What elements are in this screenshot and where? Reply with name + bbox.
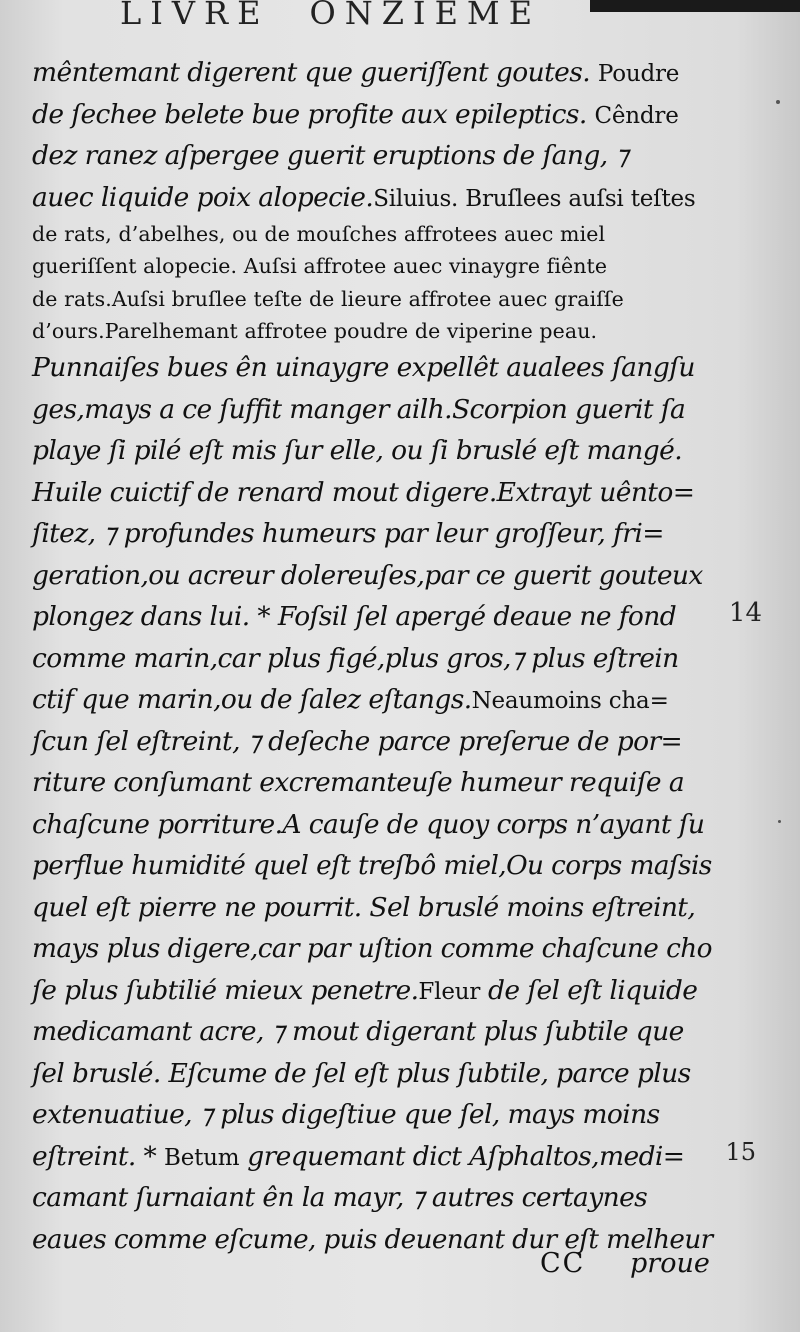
text-segment: d’ours.Parelhemant affrotee poudre de viperine peau. — [32, 318, 598, 343]
text-segment: eſtreint. * — [32, 1140, 165, 1172]
text-segment: ſe plus ſubtilié mieux penetre. — [32, 974, 419, 1006]
text-line — [32, 638, 712, 680]
text-segment: Betum — [164, 1144, 240, 1171]
text-segment: dez ranez aſpergee guerit eruptions de ſang, ⁊ — [32, 140, 628, 171]
text-segment: auec liquide poix alopecie. — [32, 181, 374, 213]
text-segment: quel eſt pierre ne pourrit. Sel bruslé moins eſtreint, — [32, 891, 696, 923]
text-segment: ſitez, ⁊ profundes humeurs par leur groſſeur, fri= — [32, 518, 664, 550]
text-line — [32, 283, 712, 315]
text-segment: eaues comme eſcume, puis deuenant dur eſt melheur — [32, 1223, 713, 1255]
text-line — [32, 347, 712, 389]
text-segment: Huile cuictif de renard mout digere.Extrayt uênto= — [32, 476, 695, 508]
text-segment: Neaumoins cha= — [471, 688, 669, 715]
text-segment: plongez dans lui. * Foſsil ſel apergé deaue ne fond — [32, 601, 677, 633]
running-head-word-2: ONZIEME — [309, 0, 542, 32]
text-segment: Cêndre — [594, 102, 679, 129]
text-line — [32, 513, 712, 555]
text-segment: mays plus digere,car par uſtion comme chaſcune cho — [32, 933, 712, 965]
text-line — [32, 887, 712, 929]
text-line — [32, 679, 712, 721]
text-segment: chaſcune porriture.A cauſe de quoy corps n’ayant ſu — [32, 808, 705, 840]
margin-number-15: 15 — [725, 1138, 756, 1166]
text-line — [32, 315, 712, 347]
text-segment: extenuatiue, ⁊ plus digeſtiue que ſel, mays moins — [32, 1099, 660, 1131]
text-line — [32, 970, 712, 1012]
text-line — [32, 1136, 712, 1178]
text-segment: gueriſſent alopecie. Auſsi affrotee auec vinaygre fiênte — [32, 254, 608, 279]
text-segment: Siluius. Bruſlees auſsi teſtes — [373, 185, 696, 212]
signature-mark: CC — [540, 1248, 586, 1279]
text-segment: playe ſi pilé eſt mis ſur elle, ou ſi bruslé eſt mangé. — [32, 435, 683, 467]
text-line — [32, 762, 712, 804]
margin-number-14: 14 — [728, 598, 762, 628]
text-line — [32, 1053, 712, 1095]
text-line — [32, 1094, 712, 1136]
text-segment: ſel bruslé. Eſcume de ſel eſt plus ſubtile, parce plus — [32, 1057, 691, 1089]
text-segment: Fleur — [418, 978, 481, 1005]
text-line — [32, 596, 712, 638]
ink-speck — [778, 820, 781, 823]
running-head-word-1: LIVRE — [120, 0, 270, 32]
text-line — [32, 94, 712, 136]
text-segment: ges,mays a ce ſuffit manger ailh.Scorpion guerit ſa — [32, 393, 686, 425]
text-segment: de rats.Auſsi bruſlee teſte de lieure affrotee auec graiſſe — [32, 286, 624, 311]
text-line — [32, 430, 712, 472]
text-segment: grequemant dict Aſphaltos,medi= — [239, 1140, 685, 1172]
text-segment: de ſechee belete bue profite aux epileptics. — [32, 98, 595, 130]
text-line — [32, 135, 712, 177]
body-text — [32, 52, 712, 1260]
text-segment: Poudre — [597, 61, 680, 87]
text-line — [32, 389, 712, 431]
text-segment: geration,ou acreur dolereuſes,par ce guerit gouteux — [32, 559, 703, 591]
text-line — [32, 472, 712, 514]
text-segment: ctif que marin,ou de ſalez eſtangs. — [32, 684, 472, 716]
text-line — [32, 250, 712, 282]
text-segment: ſcun ſel eſtreint, ⁊ deſeche parce preſerue de por= — [32, 725, 683, 757]
text-segment: mêntemant digerent que gueriſſent goutes. — [32, 57, 598, 88]
text-segment: de rats, d’abelhes, ou de mouſches affrotees auec miel — [32, 222, 606, 246]
text-line — [32, 1177, 712, 1219]
text-line — [32, 218, 712, 250]
text-line — [32, 928, 712, 970]
text-segment: de ſel eſt liquide — [480, 974, 698, 1006]
text-segment: comme marin,car plus figé,plus gros,⁊ plus eſtrein — [32, 642, 679, 674]
text-segment: Punnaiſes bues ên uinaygre expellêt aualees ſangſu — [32, 352, 695, 384]
ink-speck — [776, 100, 780, 104]
text-line — [32, 845, 712, 887]
text-line — [32, 1011, 712, 1053]
text-segment: camant ſurnaiant ên la mayr, ⁊ autres certaynes — [32, 1182, 648, 1214]
text-line — [32, 52, 712, 94]
page-footer — [540, 1248, 720, 1288]
text-segment: medicamant acre, ⁊ mout digerant plus ſubtile que — [32, 1016, 684, 1048]
text-segment: riture conſumant excremanteuſe humeur requiſe a — [32, 767, 685, 799]
text-line — [32, 177, 712, 219]
text-line — [32, 721, 712, 763]
text-line — [32, 555, 712, 597]
text-line — [32, 804, 712, 846]
catchword: proue — [630, 1248, 710, 1279]
running-head — [120, 0, 680, 32]
text-segment: perflue humidité quel eſt treſbô miel,Ou corps maſsis — [32, 850, 712, 882]
